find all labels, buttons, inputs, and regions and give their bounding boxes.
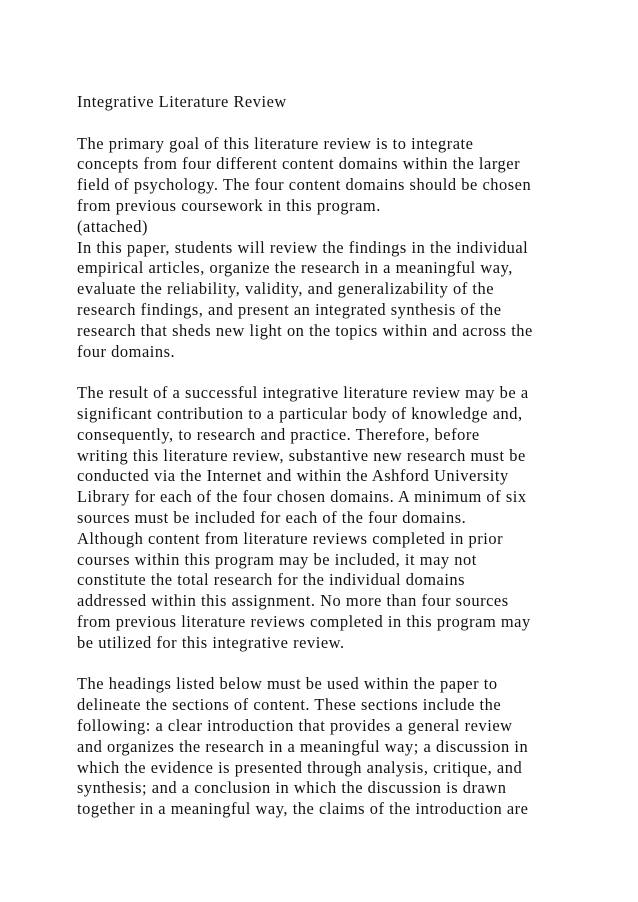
text-line: from previous coursework in this program. — [77, 195, 381, 215]
paragraph-2 — [77, 383, 567, 653]
text-line: and organizes the research in a meaningful way; a discussion in — [77, 736, 529, 756]
text-line: together in a meaningful way, the claims of the introduction are — [77, 799, 529, 819]
paragraph-spacer — [77, 113, 567, 134]
text-line: writing this literature review, substantive new research must be — [77, 445, 526, 465]
text-line: The headings listed below must be used within the paper to — [77, 674, 498, 694]
text-line: addressed within this assignment. No more than four sources — [77, 591, 509, 611]
text-line: Library for each of the four chosen domains. A minimum of six — [77, 487, 527, 507]
text-line: empirical articles, organize the research in a meaningful way, — [77, 258, 513, 278]
document-body — [77, 92, 567, 820]
text-line: sources must be included for each of the four domains. — [77, 507, 467, 527]
text-line: evaluate the reliability, validity, and generalizability of the — [77, 279, 495, 299]
text-line: The primary goal of this literature review is to integrate — [77, 133, 474, 153]
text-line: courses within this program may be included, it may not — [77, 549, 477, 569]
text-line: four domains. — [77, 341, 176, 361]
text-line: The result of a successful integrative literature review may be a — [77, 383, 529, 403]
text-line: from previous literature reviews completed in this program may — [77, 611, 531, 631]
text-line: consequently, to research and practice. Therefore, before — [77, 424, 480, 444]
text-line: Although content from literature reviews completed in prior — [77, 528, 504, 548]
text-line: research findings, and present an integrated synthesis of the — [77, 299, 502, 319]
paragraph-spacer — [77, 654, 567, 675]
text-line: be utilized for this integrative review. — [77, 632, 345, 652]
text-line: In this paper, students will review the findings in the individual — [77, 237, 529, 257]
text-line: delineate the sections of content. These sections include the — [77, 695, 502, 715]
text-line: constitute the total research for the individual domains — [77, 570, 466, 590]
text-line: which the evidence is presented through analysis, critique, and — [77, 757, 523, 777]
text-line: concepts from four different content domains within the larger — [77, 154, 521, 174]
text-line: (attached) — [77, 216, 149, 236]
text-line: conducted via the Internet and within the Ashford University — [77, 466, 509, 486]
text-line: significant contribution to a particular body of knowledge and, — [77, 403, 523, 423]
text-line: field of psychology. The four content domains should be chosen — [77, 175, 532, 195]
paragraph-3 — [77, 674, 567, 820]
text-line: synthesis; and a conclusion in which the discussion is drawn — [77, 778, 507, 798]
paragraph-1 — [77, 134, 567, 363]
paragraph-spacer — [77, 362, 567, 383]
text-line: research that sheds new light on the topics within and across the — [77, 320, 533, 340]
document-title: Integrative Literature Review — [77, 92, 287, 111]
text-line: following: a clear introduction that provides a general review — [77, 715, 513, 735]
